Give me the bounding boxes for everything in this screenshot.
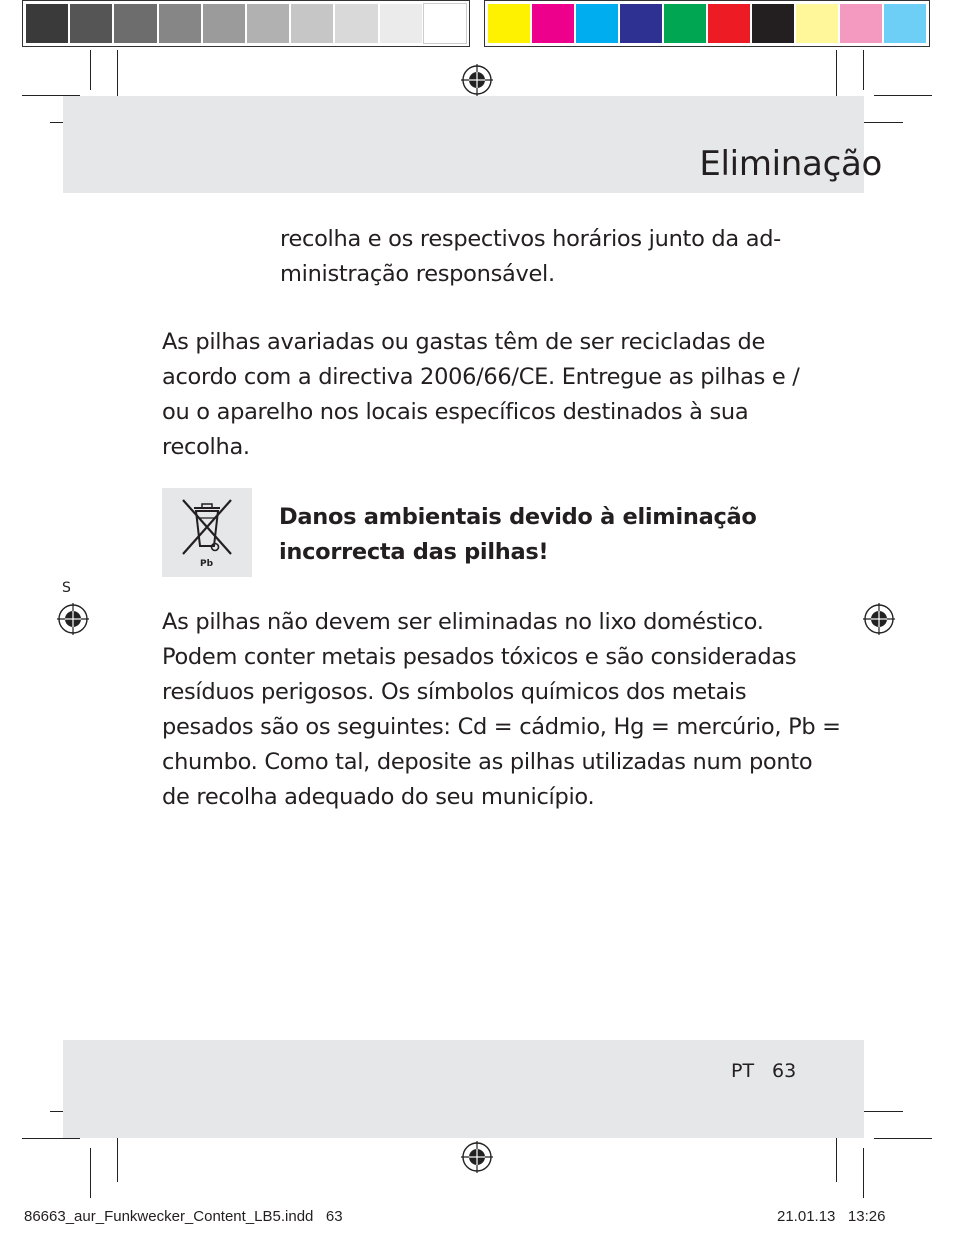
side-marker: S — [62, 580, 71, 596]
color-swatch — [247, 4, 289, 43]
color-swatch — [576, 4, 618, 43]
language-code: PT — [731, 1060, 755, 1082]
color-swatch — [159, 4, 201, 43]
crop-mark — [117, 1132, 118, 1182]
crop-mark — [90, 1148, 91, 1198]
registration-mark-icon — [863, 603, 895, 635]
color-swatch — [488, 4, 530, 43]
color-swatch — [840, 4, 882, 43]
warning-icon-box — [162, 488, 252, 577]
color-swatch — [203, 4, 245, 43]
crop-mark — [874, 95, 932, 96]
color-swatch — [335, 4, 377, 43]
footer-band — [63, 1040, 864, 1138]
continuation-paragraph: recolha e os respectivos horários junto da ad-ministração responsável. — [280, 226, 781, 287]
color-swatch — [664, 4, 706, 43]
crop-mark — [874, 1138, 932, 1139]
crop-mark — [22, 1138, 80, 1139]
warning-heading: Danos ambientais devido à eliminação incorrecta das pilhas! — [279, 504, 757, 565]
crop-mark — [836, 1132, 837, 1182]
color-swatch — [532, 4, 574, 43]
color-calibration-bar — [484, 0, 930, 47]
color-swatch — [380, 4, 422, 43]
crop-mark — [863, 1148, 864, 1198]
color-swatch — [424, 4, 466, 43]
color-swatch — [796, 4, 838, 43]
color-swatch — [26, 4, 68, 43]
registration-mark-icon — [57, 603, 89, 635]
battery-recycling-paragraph: As pilhas avariadas ou gastas têm de ser recicladas de acordo com a directiva 2006/66/CE. Entregue as pilhas e / ou o aparelho nos locais específicos destinados à sua recolha. — [162, 329, 800, 460]
slug-filename: 86663_aur_Funkwecker_Content_LB5.indd 63 — [24, 1208, 343, 1225]
crop-mark — [836, 50, 837, 102]
color-swatch — [70, 4, 112, 43]
color-swatch — [620, 4, 662, 43]
color-swatch — [291, 4, 333, 43]
registration-mark-icon — [461, 64, 493, 96]
pb-label: Pb — [200, 559, 214, 569]
slug-datetime: 21.01.13 13:26 — [777, 1208, 886, 1225]
color-swatch — [708, 4, 750, 43]
gray-calibration-bar — [22, 0, 470, 47]
page-number: 63 — [772, 1060, 797, 1082]
page-title: Eliminação — [699, 144, 882, 184]
registration-mark-icon — [461, 1141, 493, 1173]
color-swatch — [114, 4, 156, 43]
crop-mark — [90, 50, 91, 90]
crop-mark — [863, 50, 864, 90]
heavy-metals-paragraph: As pilhas não devem ser eliminadas no lixo doméstico. Podem conter metais pesados tóxicos e são consideradas resíduos perigosos. Os símbolos químicos dos metais pesados são os seguintes: Cd = cádmio, Hg = mercúrio, Pb = chumbo. Como tal, deposite as pilhas utilizadas num ponto de recolha adequado do seu município. — [162, 609, 841, 810]
crossed-out-bin-icon — [177, 496, 237, 558]
crop-mark — [117, 50, 118, 102]
color-swatch — [884, 4, 926, 43]
color-swatch — [752, 4, 794, 43]
